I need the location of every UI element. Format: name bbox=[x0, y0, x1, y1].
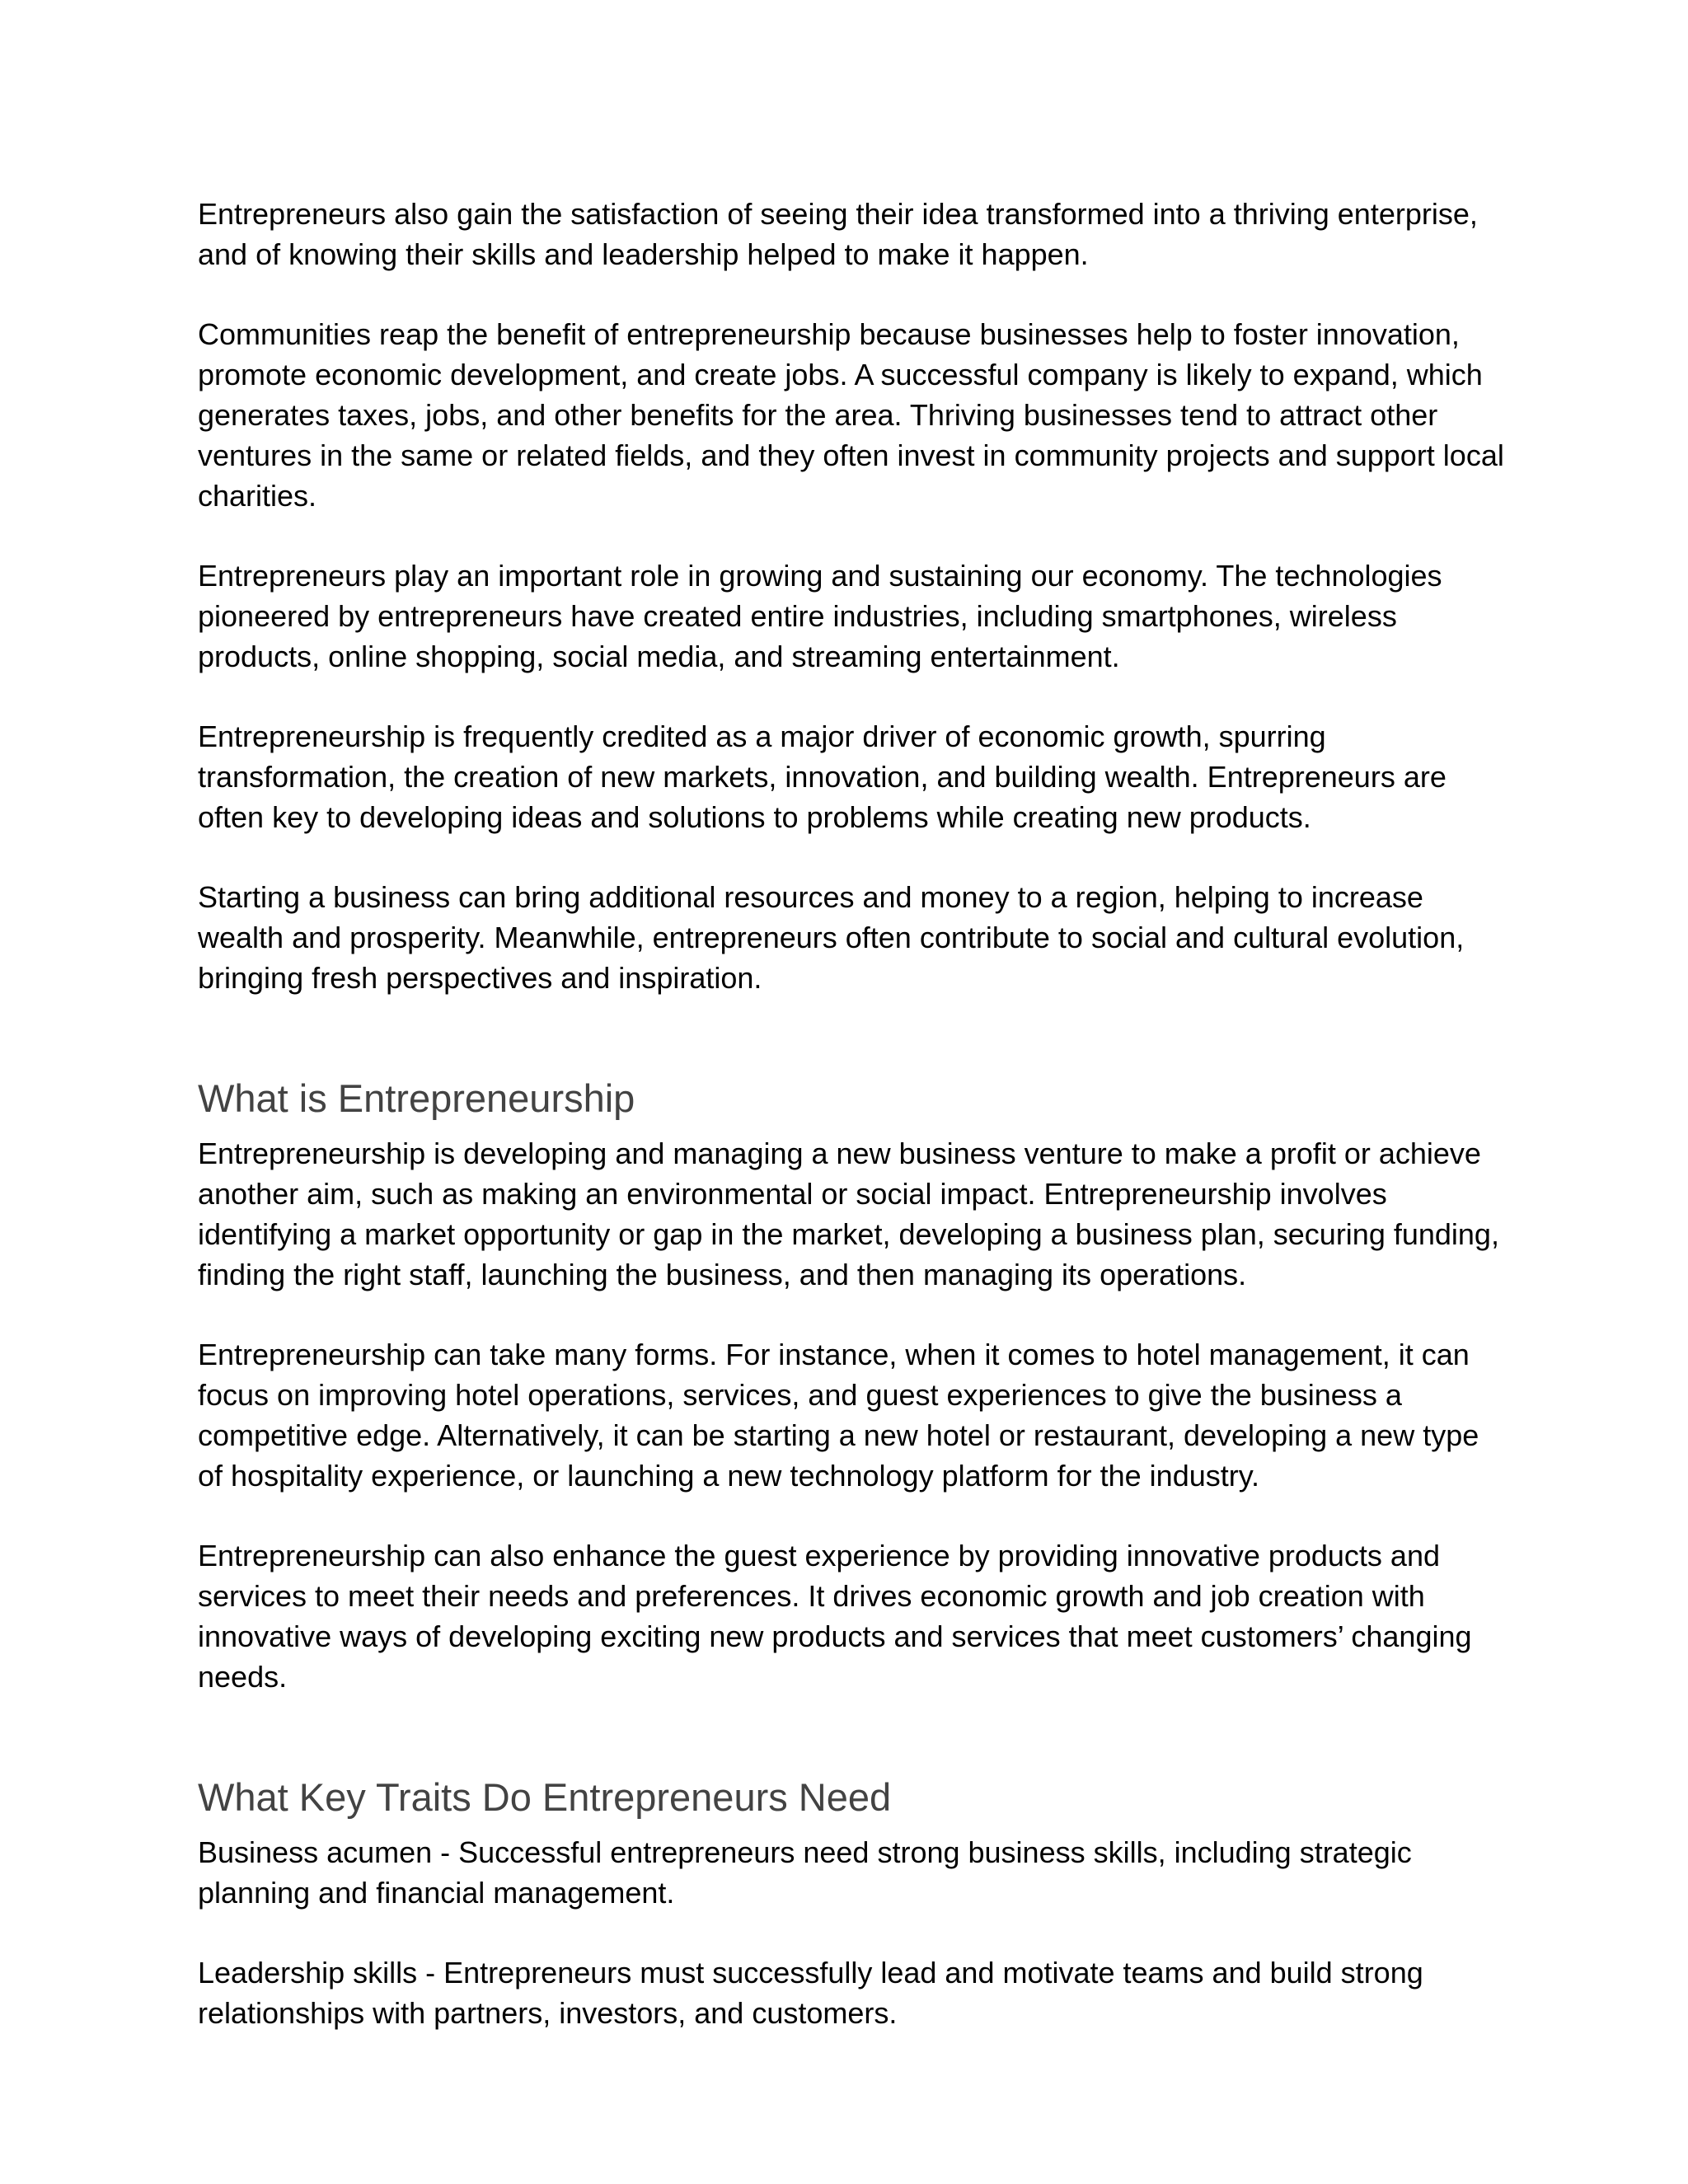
section1-paragraph-guest-experience: Entrepreneurship can also enhance the guest experience by providing innovative products and services to meet their needs and preferences. It drives economic growth and job creation with innovative ways of developing exciting new products and services that meet customers’ changing needs. bbox=[198, 1539, 1472, 1694]
intro-paragraph-growth: Entrepreneurship is frequently credited as a major driver of economic growth, spurring transformation, the creation of new markets, innovation, and building wealth. Entrepreneurs are often key to developing ideas and solutions to problems while creating new products. bbox=[198, 719, 1447, 834]
intro-paragraph-economy: Entrepreneurs play an important role in growing and sustaining our economy. The technologies pioneered by entrepreneurs have created entire industries, including smartphones, wireless products, online shopping, social media, and streaming entertainment. bbox=[198, 559, 1442, 673]
section-heading-key-traits: What Key Traits Do Entrepreneurs Need bbox=[198, 1775, 892, 1819]
section-heading-what-is-entrepreneurship: What is Entrepreneurship bbox=[198, 1076, 635, 1120]
intro-paragraph-resources: Starting a business can bring additional resources and money to a region, helping to increase wealth and prosperity. Meanwhile, entrepreneurs often contribute to social and cultural evolution, bringing fresh perspectives and inspiration. bbox=[198, 880, 1465, 995]
section2-paragraph-leadership-skills: Leadership skills - Entrepreneurs must successfully lead and motivate teams and build strong relationships with partners, investors, and customers. bbox=[198, 1956, 1423, 2030]
section2-paragraph-business-acumen: Business acumen - Successful entrepreneurs need strong business skills, including strategic planning and financial management. bbox=[198, 1835, 1412, 1910]
intro-paragraph-communities: Communities reap the benefit of entrepreneurship because businesses help to foster innovation, promote economic development, and create jobs. A successful company is likely to expand, which generates taxes, jobs, and other benefits for the area. Thriving businesses tend to attract other ventures in the same or related fields, and they often invest in community projects and support local charities. bbox=[198, 317, 1504, 513]
section1-paragraph-definition: Entrepreneurship is developing and managing a new business venture to make a profit or achieve another aim, such as making an environmental or social impact. Entrepreneurship involves identifying a market opportunity or gap in the market, developing a business plan, securing funding, finding the right staff, launching the business, and then managing its operations. bbox=[198, 1137, 1499, 1291]
section1-paragraph-forms: Entrepreneurship can take many forms. For instance, when it comes to hotel management, it can focus on improving hotel operations, services, and guest experiences to give the business a competitive edge. Alternatively, it can be starting a new hotel or restaurant, developing a new type of hospitality experience, or launching a new technology platform for the industry. bbox=[198, 1338, 1479, 1493]
document-body bbox=[198, 194, 1508, 2073]
intro-paragraph-satisfaction: Entrepreneurs also gain the satisfaction of seeing their idea transformed into a thriving enterprise, and of knowing their skills and leadership helped to make it happen. bbox=[198, 197, 1478, 271]
